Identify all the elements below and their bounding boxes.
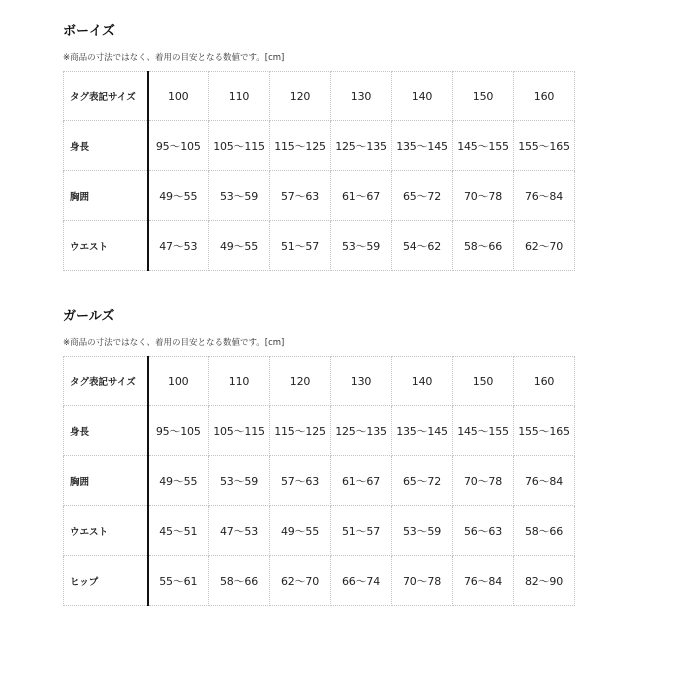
size-value-cell: 76〜84	[514, 171, 575, 221]
girls-note: ※商品の寸法ではなく、着用の目安となる数値です。[cm]	[63, 338, 285, 348]
table-row	[64, 221, 575, 271]
row-label: 胸囲	[64, 456, 148, 506]
row-label: 胸囲	[64, 171, 148, 221]
size-value-cell: 49〜55	[270, 506, 331, 556]
size-header-cell: 110	[209, 357, 270, 406]
size-value-cell: 53〜59	[331, 221, 392, 271]
size-value-cell: 53〜59	[209, 171, 270, 221]
size-value-cell: 57〜63	[270, 456, 331, 506]
size-value-cell: 54〜62	[392, 221, 453, 271]
size-value-cell: 66〜74	[331, 556, 392, 606]
size-value-cell: 51〜57	[331, 506, 392, 556]
girls-title: ガールズ	[63, 309, 115, 324]
size-value-cell: 62〜70	[270, 556, 331, 606]
size-value-cell: 125〜135	[331, 121, 392, 171]
row-label: ウエスト	[64, 221, 148, 271]
size-value-cell: 49〜55	[148, 456, 209, 506]
size-header-cell: 160	[514, 72, 575, 121]
size-value-cell: 115〜125	[270, 121, 331, 171]
table-row	[64, 556, 575, 606]
size-header-cell: 140	[392, 357, 453, 406]
size-value-cell: 45〜51	[148, 506, 209, 556]
boys-size-table	[63, 71, 575, 271]
boys-size-section	[63, 23, 575, 271]
size-value-cell: 47〜53	[209, 506, 270, 556]
size-header-cell: 160	[514, 357, 575, 406]
size-value-cell: 58〜66	[453, 221, 514, 271]
size-value-cell: 55〜61	[148, 556, 209, 606]
size-value-cell: 70〜78	[453, 456, 514, 506]
size-header-cell: 120	[270, 357, 331, 406]
size-value-cell: 135〜145	[392, 406, 453, 456]
size-value-cell: 115〜125	[270, 406, 331, 456]
row-label: ヒップ	[64, 556, 148, 606]
size-value-cell: 155〜165	[514, 406, 575, 456]
girls-size-section	[63, 308, 575, 606]
size-value-cell: 65〜72	[392, 171, 453, 221]
size-header-cell: 130	[331, 357, 392, 406]
size-value-cell: 105〜115	[209, 406, 270, 456]
size-value-cell: 70〜78	[392, 556, 453, 606]
size-value-cell: 95〜105	[148, 406, 209, 456]
size-header-cell: 100	[148, 72, 209, 121]
row-label: タグ表記サイズ	[64, 357, 148, 406]
row-label: ウエスト	[64, 506, 148, 556]
size-value-cell: 76〜84	[514, 456, 575, 506]
size-header-cell: 100	[148, 357, 209, 406]
size-value-cell: 145〜155	[453, 121, 514, 171]
row-label: 身長	[64, 121, 148, 171]
table-row	[64, 171, 575, 221]
size-value-cell: 155〜165	[514, 121, 575, 171]
row-label: 身長	[64, 406, 148, 456]
row-label: タグ表記サイズ	[64, 72, 148, 121]
size-value-cell: 125〜135	[331, 406, 392, 456]
size-value-cell: 65〜72	[392, 456, 453, 506]
size-header-cell: 120	[270, 72, 331, 121]
size-value-cell: 105〜115	[209, 121, 270, 171]
table-row	[64, 72, 575, 121]
size-value-cell: 49〜55	[209, 221, 270, 271]
size-header-cell: 130	[331, 72, 392, 121]
size-value-cell: 95〜105	[148, 121, 209, 171]
size-value-cell: 82〜90	[514, 556, 575, 606]
size-header-cell: 140	[392, 72, 453, 121]
size-header-cell: 150	[453, 357, 514, 406]
size-value-cell: 58〜66	[514, 506, 575, 556]
size-value-cell: 70〜78	[453, 171, 514, 221]
size-value-cell: 135〜145	[392, 121, 453, 171]
size-value-cell: 145〜155	[453, 406, 514, 456]
table-row	[64, 121, 575, 171]
size-value-cell: 56〜63	[453, 506, 514, 556]
size-value-cell: 53〜59	[209, 456, 270, 506]
girls-size-table	[63, 356, 575, 606]
size-value-cell: 57〜63	[270, 171, 331, 221]
size-value-cell: 51〜57	[270, 221, 331, 271]
size-value-cell: 53〜59	[392, 506, 453, 556]
size-value-cell: 62〜70	[514, 221, 575, 271]
size-value-cell: 47〜53	[148, 221, 209, 271]
table-row	[64, 406, 575, 456]
size-value-cell: 76〜84	[453, 556, 514, 606]
boys-note: ※商品の寸法ではなく、着用の目安となる数値です。[cm]	[63, 53, 285, 63]
table-row	[64, 506, 575, 556]
table-row	[64, 357, 575, 406]
size-header-cell: 150	[453, 72, 514, 121]
boys-title: ボーイズ	[63, 24, 115, 39]
table-row	[64, 456, 575, 506]
size-value-cell: 49〜55	[148, 171, 209, 221]
size-value-cell: 61〜67	[331, 171, 392, 221]
size-value-cell: 58〜66	[209, 556, 270, 606]
size-value-cell: 61〜67	[331, 456, 392, 506]
size-header-cell: 110	[209, 72, 270, 121]
